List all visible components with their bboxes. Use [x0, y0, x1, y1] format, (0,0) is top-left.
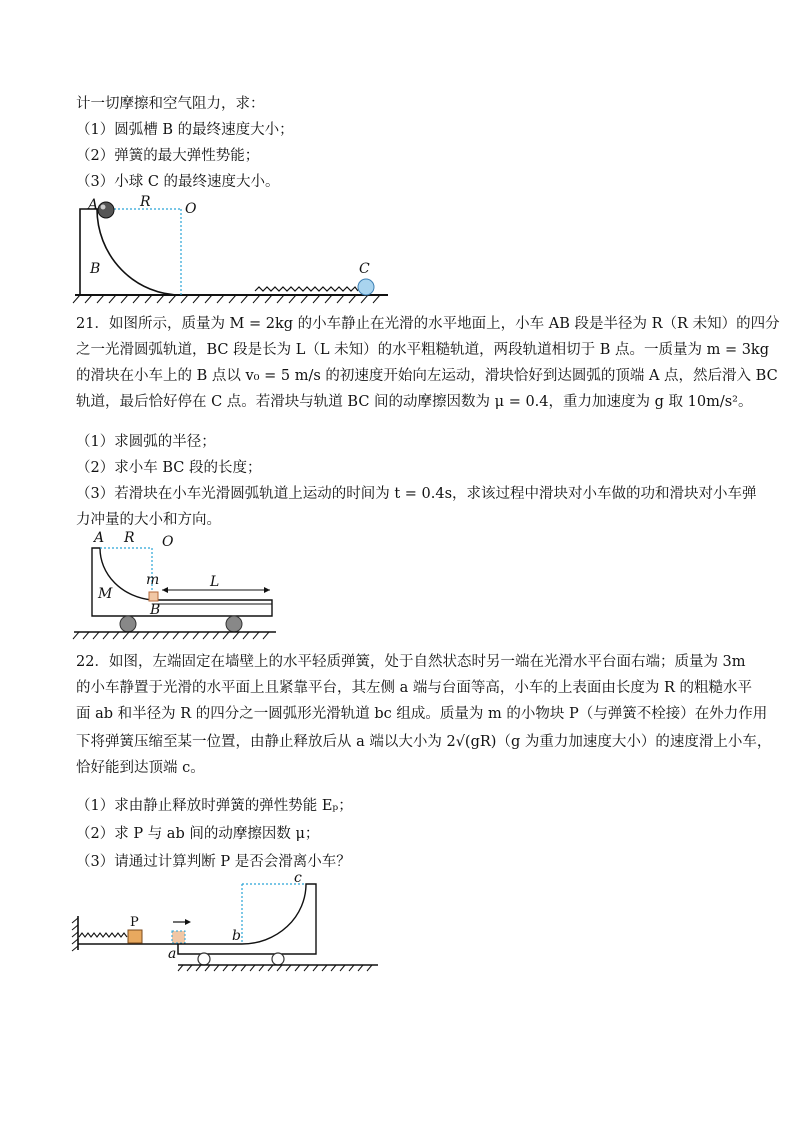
ground-hatch — [73, 295, 380, 303]
label-P: P — [130, 915, 139, 930]
label-B: B — [150, 602, 161, 618]
block-P — [128, 930, 142, 943]
spring — [255, 287, 358, 291]
q22-item-3: （3）请通过计算判断 P 是否会滑离小车？ — [76, 854, 351, 870]
ground-hatch — [73, 632, 269, 639]
q22-line-3: 面 ab 和半径为 R 的四分之一圆弧形光滑轨道 bc 组成。质量为 m 的小物块 P（与弹簧不栓接）在外力作用 — [76, 706, 768, 722]
label-O: O — [162, 534, 174, 550]
label-c: c — [294, 872, 302, 886]
q22-line-4: 下将弹簧压缩至某一位置，由静止释放后从 a 端以大小为 2√(gR)（g 为重力加速度大小）的速度滑上小车， — [76, 734, 772, 750]
ball-A-highlight — [101, 205, 106, 210]
q20-item-1: （1）圆弧槽 B 的最终速度大小； — [76, 122, 294, 138]
label-L: L — [210, 574, 220, 590]
q22-figure — [70, 872, 385, 977]
ball-A — [98, 202, 114, 218]
label-m: m — [146, 572, 160, 588]
q20-intro: 计一切摩擦和空气阻力，求： — [76, 96, 265, 112]
q22-line-5: 恰好能到达顶端 c。 — [76, 760, 205, 776]
cart-body — [92, 548, 272, 616]
q20-item-2: （2）弹簧的最大弹性势能； — [76, 148, 260, 164]
label-O: O — [185, 201, 197, 217]
q21-line-1: 21．如图所示，质量为 M = 2kg 的小车静止在光滑的水平地面上，小车 AB 段是半径为 R（R 未知）的四分 — [76, 316, 780, 332]
q22-item-2: （2）求 P 与 ab 间的动摩擦因数 μ； — [76, 826, 320, 842]
velocity-arrowhead — [185, 919, 191, 925]
block-P-dashed — [172, 931, 185, 943]
q20-figure — [70, 193, 400, 308]
q21-line-4: 轨道，最后恰好停在 C 点。若滑块与轨道 BC 间的动摩擦因数为 μ = 0.4，重力加速度为 g 取 10m/s²。 — [76, 394, 753, 410]
label-b: b — [232, 928, 241, 944]
q21-item-2: （2）求小车 BC 段的长度； — [76, 460, 262, 476]
q22-line-2: 的小车静置于光滑的水平面上且紧靠平台，其左侧 a 端与台面等高，小车的上表面由长度为 R 的粗糙水平 — [76, 680, 752, 696]
q21-line-3: 的滑块在小车上的 B 点以 v₀ = 5 m/s 的初速度开始向左运动，滑块恰好到达圆弧的顶端 A 点，然后滑入 BC — [76, 368, 778, 384]
label-A: A — [94, 530, 105, 546]
cart-body — [178, 884, 316, 954]
ball-C — [358, 279, 374, 295]
wall-hatch — [72, 918, 78, 951]
block-m — [149, 592, 158, 601]
label-B: B — [90, 261, 101, 277]
q21-item-3b: 力冲量的大小和方向。 — [76, 512, 221, 528]
ground-hatch — [178, 965, 372, 971]
wheel-right — [226, 616, 242, 632]
q22-item-1: （1）求由静止释放时弹簧的弹性势能 Eₚ； — [76, 798, 353, 814]
q22-line-1: 22．如图，左端固定在墙壁上的水平轻质弹簧，处于自然状态时另一端在光滑水平台面右端；质量为 3m — [76, 654, 746, 670]
wheel-left — [120, 616, 136, 632]
wheel-left — [198, 953, 210, 965]
label-a: a — [168, 946, 177, 962]
spring — [79, 933, 127, 937]
label-R: R — [124, 530, 135, 546]
q21-item-1: （1）求圆弧的半径； — [76, 434, 216, 450]
q21-figure — [70, 528, 290, 644]
label-M: M — [98, 586, 113, 602]
q21-item-3a: （3）若滑块在小车光滑圆弧轨道上运动的时间为 t = 0.4s，求该过程中滑块对小车做的功和滑块对小车弹 — [76, 486, 757, 502]
wheel-right — [272, 953, 284, 965]
q21-line-2: 之一光滑圆弧轨道，BC 段是长为 L（L 未知）的水平粗糙轨道，两段轨道相切于 B 点。一质量为 m = 3kg — [76, 342, 769, 358]
q20-item-3: （3）小球 C 的最终速度大小。 — [76, 174, 280, 190]
arc-groove-B — [80, 209, 181, 295]
label-R: R — [140, 194, 151, 210]
label-A: A — [88, 197, 99, 213]
label-C: C — [359, 261, 370, 277]
